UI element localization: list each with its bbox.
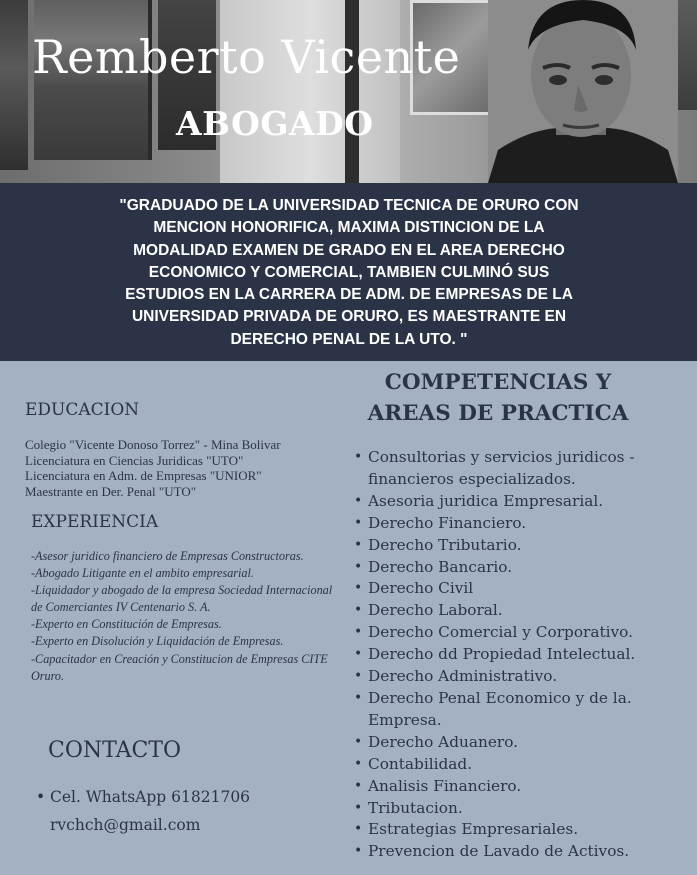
bullet-icon: • — [354, 514, 363, 531]
experience-item: -Abogado Litigante en el ambito empresarial. — [31, 566, 254, 581]
education-item: Maestrante en Der. Penal "UTO" — [25, 483, 197, 499]
bullet-icon: • — [354, 799, 363, 816]
bullet-icon: • — [354, 536, 363, 553]
summary-quote: "GRADUADO DE LA UNIVERSIDAD TECNICA DE ORURO CON MENCION HONORIFICA, MAXIMA DISTINCION DE LA MODALIDAD EXAMEN DE GRADO EN EL AREA DERECHO ECONOMICO Y COMERCIAL, TAMBIEN CULMINÓ SUS ESTUDIOS EN LA CARRERA DE ADM. DE EMPRESAS DE LA UNIVERSIDAD PRIVADA DE ORURO, ES MAESTRANTE EN DERECHO PENAL DE LA UTO. " — [119, 197, 579, 348]
contact-heading: CONTACTO — [48, 738, 182, 763]
bullet-icon: • — [354, 755, 363, 772]
header-photo — [0, 0, 697, 183]
person-role: ABOGADO — [176, 104, 374, 143]
competency-item — [354, 841, 689, 863]
competency-text: Derecho dd Propiedad Intelectual. — [368, 645, 636, 664]
bullet-icon: • — [354, 843, 363, 860]
bullet-icon: • — [354, 668, 363, 685]
bullet-icon: • — [354, 777, 363, 794]
competency-text: Derecho Comercial y Corporativo. — [368, 623, 633, 642]
bullet-spacer — [36, 811, 50, 839]
bullet-icon: • — [354, 821, 363, 838]
education-item: Colegio "Vicente Donoso Torrez" - Mina Bolivar — [25, 437, 281, 452]
competency-text: Prevencion de Lavado de Activos. — [368, 842, 630, 861]
competency-item — [354, 600, 689, 622]
bullet-icon: • — [354, 646, 363, 663]
background-wall — [220, 0, 400, 183]
bullet-icon: • — [354, 449, 363, 465]
experience-item: -Capacitador en Creación y Constitucion de Empresas CITE Oruro. — [31, 651, 328, 683]
competency-text: Estrategias Empresariales. — [368, 820, 579, 839]
competency-text: Derecho Aduanero. — [368, 732, 519, 751]
bullet-icon: • — [354, 689, 363, 706]
person-name: Remberto Vicente — [32, 30, 461, 84]
competency-text: Analisis Financiero. — [368, 776, 522, 795]
bullet-icon: • — [36, 788, 46, 806]
experience-list — [31, 548, 346, 685]
competency-item — [354, 776, 689, 798]
competency-text: Tributacion. — [368, 798, 463, 817]
competency-item — [354, 754, 689, 776]
bullet-icon: • — [354, 558, 363, 575]
competency-item — [354, 535, 689, 557]
bullet-icon: • — [354, 580, 363, 597]
experience-item: -Experto en Disolución y Liquidación de Empresas. — [31, 634, 284, 649]
competency-item — [354, 644, 689, 666]
competencies-list — [354, 447, 689, 863]
competency-text: Derecho Civil — [368, 579, 474, 598]
competency-text: Asesoria juridica Empresarial. — [368, 491, 604, 510]
experience-item: -Liquidador y abogado de la empresa Sociedad Internacional de Comerciantes IV Centenario S. A. — [31, 583, 333, 615]
bullet-icon: • — [354, 624, 363, 641]
portrait-photo — [488, 0, 678, 183]
education-list — [25, 437, 345, 499]
competency-item — [354, 513, 689, 535]
experience-item: -Experto en Constitución de Empresas. — [31, 617, 222, 632]
competencies-heading-line1: COMPETENCIAS Y — [384, 370, 612, 395]
competency-item — [354, 447, 689, 491]
bullet-icon: • — [354, 602, 363, 619]
competencies-heading — [348, 367, 648, 429]
competency-item — [354, 557, 689, 579]
competency-text: Derecho Tributario. — [368, 535, 522, 554]
education-item: Licenciatura en Adm. de Empresas "UNIOR" — [25, 468, 262, 483]
competency-text: Derecho Laboral. — [368, 601, 503, 620]
competencies-heading-line2: AREAS DE PRACTICA — [367, 401, 629, 426]
contact-phone — [36, 783, 250, 811]
contact-list — [36, 783, 250, 839]
education-heading: EDUCACION — [25, 400, 140, 420]
competency-text: Derecho Bancario. — [368, 557, 513, 576]
competency-item — [354, 732, 689, 754]
competency-item — [354, 578, 689, 600]
competency-text: Contabilidad. — [368, 754, 473, 773]
phone-text: Cel. WhatsApp 61821706 — [50, 788, 251, 806]
summary-band — [0, 183, 697, 361]
background-painting — [0, 0, 28, 170]
competency-item — [354, 666, 689, 688]
competency-item — [354, 798, 689, 820]
competency-item — [354, 622, 689, 644]
bullet-icon: • — [354, 733, 363, 750]
bullet-icon: • — [354, 492, 363, 509]
competency-text: Derecho Administrativo. — [368, 667, 558, 686]
competency-text: Consultorias y servicios juridicos - financieros especializados. — [368, 448, 635, 488]
competency-item — [354, 491, 689, 513]
competency-text: Derecho Penal Economico y de la. Empresa. — [368, 688, 632, 729]
competency-item — [354, 819, 689, 841]
email-text: rvchch@gmail.com — [50, 816, 201, 834]
contact-email — [36, 811, 250, 839]
education-item: Licenciatura en Ciencias Juridicas "UTO" — [25, 452, 244, 468]
competency-text: Derecho Financiero. — [368, 513, 527, 532]
experience-heading: EXPERIENCIA — [31, 512, 159, 532]
experience-item: -Asesor juridico financiero de Empresas Constructoras. — [31, 549, 304, 563]
competency-item — [354, 688, 689, 732]
background-pillar — [345, 0, 359, 183]
